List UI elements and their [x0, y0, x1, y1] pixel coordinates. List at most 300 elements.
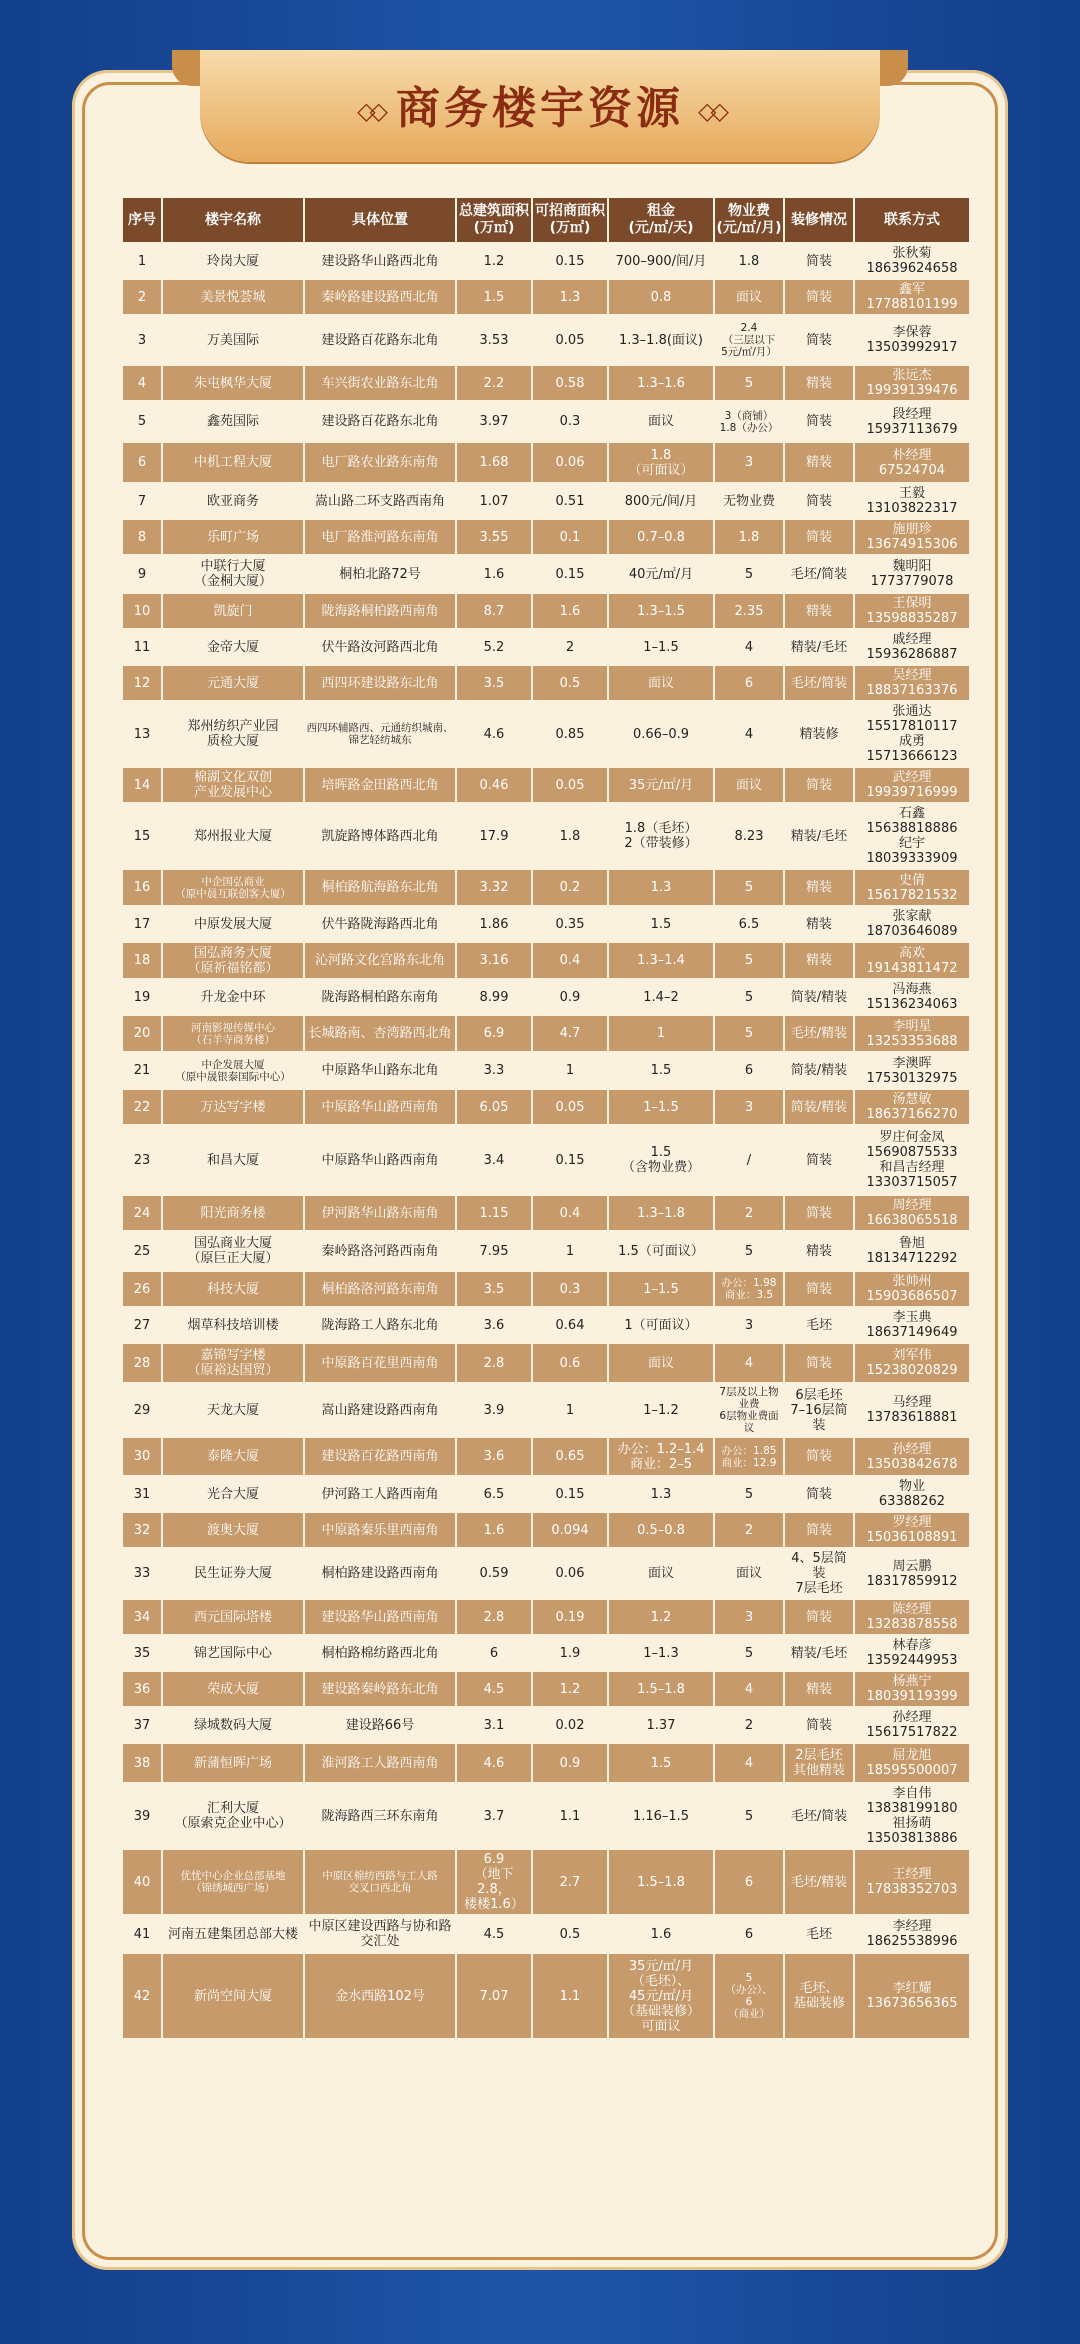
table-cell: 0.46 — [457, 768, 531, 802]
table-cell: 31 — [123, 1477, 161, 1511]
table-cell: 3.7 — [457, 1784, 531, 1848]
table-cell: 刘军伟 15238020829 — [855, 1344, 969, 1382]
table-cell: 绿城数码大厦 — [163, 1708, 303, 1742]
table-cell: 张远杰 19939139476 — [855, 366, 969, 400]
column-header: 总建筑面积 (万㎡) — [457, 198, 531, 242]
table-cell: 20 — [123, 1016, 161, 1051]
table-cell: 1.3–1.4 — [609, 943, 713, 978]
table-cell: 6 — [715, 1850, 783, 1914]
table-cell: 简装 — [785, 1708, 853, 1742]
table-cell: 6 — [457, 1636, 531, 1670]
table-cell: 32 — [123, 1513, 161, 1547]
table-cell: 6 — [715, 1053, 783, 1088]
table-cell: 12 — [123, 666, 161, 700]
table-cell: 办公：1.85 商业：12.9 — [715, 1438, 783, 1475]
table-cell: 李玉典 18637149649 — [855, 1308, 969, 1342]
table-cell: 中企发展大厦 （原中晟银泰国际中心） — [163, 1053, 303, 1088]
table-cell: 1–1.5 — [609, 1090, 713, 1124]
table-cell: 17 — [123, 907, 161, 941]
table-cell: 中原发展大厦 — [163, 907, 303, 941]
table-cell: 高欢 19143811472 — [855, 943, 969, 978]
table-cell: 0.6 — [533, 1344, 607, 1382]
table-cell: 22 — [123, 1090, 161, 1124]
table-cell: 简装 — [785, 1196, 853, 1230]
table-cell: 1.5–1.8 — [609, 1850, 713, 1914]
table-cell: 3 — [715, 1308, 783, 1342]
column-header: 装修情况 — [785, 198, 853, 242]
table-cell: 朱屯枫华大厦 — [163, 366, 303, 400]
table-cell: 0.05 — [533, 768, 607, 802]
table-cell: 精装修 — [785, 702, 853, 766]
table-cell: 4、5层简装 7层毛坯 — [785, 1549, 853, 1598]
table-cell: 李保蓉 13503992917 — [855, 316, 969, 364]
table-cell: 新尚空间大厦 — [163, 1954, 303, 2038]
table-cell: 11 — [123, 630, 161, 664]
table-cell: 2 — [715, 1513, 783, 1547]
table-cell: 吴经理 18837163376 — [855, 666, 969, 700]
table-cell: 0.5 — [533, 666, 607, 700]
table-cell: 简装 — [785, 1438, 853, 1475]
table-cell: 国弘商业大厦 （原巨正大厦） — [163, 1232, 303, 1270]
table-row — [123, 907, 969, 941]
table-cell: 0.15 — [533, 1477, 607, 1511]
table-cell: 21 — [123, 1053, 161, 1088]
table-cell: 0.35 — [533, 907, 607, 941]
table-cell: 3.1 — [457, 1708, 531, 1742]
table-cell: 武经理 19939716999 — [855, 768, 969, 802]
table-cell: 升龙金中环 — [163, 980, 303, 1014]
table-cell: 7.07 — [457, 1954, 531, 2038]
table-cell: 简装 — [785, 244, 853, 278]
table-row — [123, 1308, 969, 1342]
table-cell: 8 — [123, 520, 161, 554]
table-cell: 18 — [123, 943, 161, 978]
table-cell: 1 — [123, 244, 161, 278]
table-cell: 3.9 — [457, 1384, 531, 1436]
table-cell: 0.65 — [533, 1438, 607, 1475]
table-cell: 1.3 — [609, 1477, 713, 1511]
table-cell: 3 — [715, 1090, 783, 1124]
table-cell: 3.5 — [457, 1272, 531, 1306]
table-row — [123, 1708, 969, 1742]
table-cell: 2.35 — [715, 594, 783, 628]
table-cell: 孙经理 13503842678 — [855, 1438, 969, 1475]
table-cell: 0.9 — [533, 980, 607, 1014]
table-cell: 2 — [533, 630, 607, 664]
table-cell: 3.16 — [457, 943, 531, 978]
table-cell: 2.2 — [457, 366, 531, 400]
table-cell: 精装 — [785, 1672, 853, 1706]
table-cell: 嵩山路建设路西南角 — [305, 1384, 455, 1436]
table-cell: 2.7 — [533, 1850, 607, 1914]
table-cell: 6 — [123, 443, 161, 482]
table-cell: 1.6 — [609, 1916, 713, 1952]
table-cell: 0.7–0.8 — [609, 520, 713, 554]
table-cell: 长城路南、杏湾路西北角 — [305, 1016, 455, 1051]
table-cell: 中机工程大厦 — [163, 443, 303, 482]
table-cell: 5 — [715, 1636, 783, 1670]
table-cell: 5 — [715, 980, 783, 1014]
table-cell: 阳光商务楼 — [163, 1196, 303, 1230]
table-cell: 面议 — [715, 1549, 783, 1598]
table-cell: 毛坯、 基础装修 — [785, 1954, 853, 2038]
table-cell: 简装 — [785, 316, 853, 364]
diamond-left-icon: ◇◇ — [357, 97, 382, 125]
table-cell: 6.05 — [457, 1090, 531, 1124]
table-cell: 周经理 16638065518 — [855, 1196, 969, 1230]
table-cell: 沁河路文化宫路东北角 — [305, 943, 455, 978]
table-cell: 35元/㎡/月 — [609, 768, 713, 802]
table-cell: 精装 — [785, 366, 853, 400]
table-cell: 玲岗大厦 — [163, 244, 303, 278]
table-cell: 中原路华山路东北角 — [305, 1053, 455, 1088]
table-cell: 0.8 — [609, 280, 713, 314]
table-cell: 3.32 — [457, 870, 531, 905]
table-cell: 中原路百花里西南角 — [305, 1344, 455, 1382]
table-cell: 陇海路桐柏路西南角 — [305, 594, 455, 628]
table-cell: 面议 — [715, 280, 783, 314]
column-header: 序号 — [123, 198, 161, 242]
table-cell: 中原路秦乐里西南角 — [305, 1513, 455, 1547]
table-cell: 0.5 — [533, 1916, 607, 1952]
table-cell: 精装/毛坯 — [785, 1636, 853, 1670]
table-cell: 国弘商务大厦 （原祈福铭都） — [163, 943, 303, 978]
table-row — [123, 1053, 969, 1088]
table-cell: 4.7 — [533, 1016, 607, 1051]
table-cell: 8.7 — [457, 594, 531, 628]
table-cell: 凯旋路博体路西北角 — [305, 804, 455, 868]
table-cell: 桐柏路棉纺路西北角 — [305, 1636, 455, 1670]
table-cell: 39 — [123, 1784, 161, 1848]
table-row — [123, 1016, 969, 1051]
table-cell: 1.6 — [457, 556, 531, 592]
table-cell: 1.2 — [457, 244, 531, 278]
table-row — [123, 1636, 969, 1670]
table-cell: 1.5 （含物业费） — [609, 1126, 713, 1194]
table-cell: 0.06 — [533, 1549, 607, 1598]
table-row — [123, 1954, 969, 2038]
table-row — [123, 1850, 969, 1914]
title-ribbon — [200, 50, 880, 162]
table-cell: 电厂路淮河路东南角 — [305, 520, 455, 554]
table-cell: 河南影视传媒中心 （石羊寺商务楼） — [163, 1016, 303, 1051]
table-cell: 1.1 — [533, 1784, 607, 1848]
table-cell: 陇海路工人路东北角 — [305, 1308, 455, 1342]
table-cell: 1.5（可面议） — [609, 1232, 713, 1270]
table-cell: 毛坯/精装 — [785, 1016, 853, 1051]
table-cell: 郑州报业大厦 — [163, 804, 303, 868]
table-cell: 戚经理 15936286887 — [855, 630, 969, 664]
table-cell: 光合大厦 — [163, 1477, 303, 1511]
table-cell: 36 — [123, 1672, 161, 1706]
table-cell: 3.3 — [457, 1053, 531, 1088]
table-cell: 朴经理 67524704 — [855, 443, 969, 482]
table-cell: 40 — [123, 1850, 161, 1914]
table-cell: / — [715, 1126, 783, 1194]
table-cell: 0.2 — [533, 870, 607, 905]
table-cell: 冯海燕 15136234063 — [855, 980, 969, 1014]
table-row — [123, 1672, 969, 1706]
table-cell: 3（商铺） 1.8（办公） — [715, 402, 783, 441]
table-cell: 张家献 18703646089 — [855, 907, 969, 941]
table-row — [123, 520, 969, 554]
table-cell: 4 — [715, 702, 783, 766]
table-cell: 汤慧敏 18637166270 — [855, 1090, 969, 1124]
table-row — [123, 943, 969, 978]
table-cell: 1.3–1.5 — [609, 594, 713, 628]
table-cell: 3.6 — [457, 1438, 531, 1475]
column-header: 具体位置 — [305, 198, 455, 242]
table-cell: 培晖路金田路西北角 — [305, 768, 455, 802]
table-cell: 0.58 — [533, 366, 607, 400]
table-cell: 张帅州 15903686507 — [855, 1272, 969, 1306]
table-cell: 李红耀 13673656365 — [855, 1954, 969, 2038]
table-cell: 新蒲恒晖广场 — [163, 1744, 303, 1782]
table-cell: 0.59 — [457, 1549, 531, 1598]
table-cell: 40元/㎡/月 — [609, 556, 713, 592]
table-cell: 5 — [715, 1784, 783, 1848]
table-cell: 秦岭路建设路西北角 — [305, 280, 455, 314]
table-cell: 鑫苑国际 — [163, 402, 303, 441]
table-cell: 0.15 — [533, 1126, 607, 1194]
table-cell: 10 — [123, 594, 161, 628]
table-cell: 精装 — [785, 943, 853, 978]
table-cell: 渡奥大厦 — [163, 1513, 303, 1547]
table-cell: 屈龙旭 18595500007 — [855, 1744, 969, 1782]
table-cell: 33 — [123, 1549, 161, 1598]
table-cell: 精装 — [785, 594, 853, 628]
table-cell: 0.4 — [533, 943, 607, 978]
table-cell: 3.97 — [457, 402, 531, 441]
table-cell: 1 — [609, 1016, 713, 1051]
table-header-row — [123, 198, 969, 242]
table-row — [123, 1600, 969, 1634]
table-cell: 4.6 — [457, 702, 531, 766]
table-cell: 1 — [533, 1053, 607, 1088]
table-cell: 简装 — [785, 1600, 853, 1634]
table-row — [123, 316, 969, 364]
table-row — [123, 1232, 969, 1270]
table-cell: 建设路秦岭路东北角 — [305, 1672, 455, 1706]
table-cell: 伏牛路陇海路西北角 — [305, 907, 455, 941]
table-cell: 6 — [715, 666, 783, 700]
table-cell: 伏牛路汝河路西北角 — [305, 630, 455, 664]
table-cell: 5 — [715, 1016, 783, 1051]
table-cell: 6.9 — [457, 1016, 531, 1051]
table-cell: 和昌大厦 — [163, 1126, 303, 1194]
table-cell: 秦岭路洛河路西南角 — [305, 1232, 455, 1270]
table-cell: 6层毛坯 7–16层简装 — [785, 1384, 853, 1436]
building-table — [121, 196, 971, 2040]
table-cell: 1.1 — [533, 1954, 607, 2038]
table-cell: 陇海路桐柏路东南角 — [305, 980, 455, 1014]
table-cell: 6.5 — [457, 1477, 531, 1511]
table-cell: 5 — [715, 870, 783, 905]
table-cell: 0.094 — [533, 1513, 607, 1547]
table-cell: 元通大厦 — [163, 666, 303, 700]
table-cell: 天龙大厦 — [163, 1384, 303, 1436]
table-cell: 1.3–1.6 — [609, 366, 713, 400]
table-cell: 精装/毛坯 — [785, 630, 853, 664]
table-cell: 3.6 — [457, 1308, 531, 1342]
table-cell: 34 — [123, 1600, 161, 1634]
table-cell: 1.3 — [609, 870, 713, 905]
table-cell: 中原路华山路西南角 — [305, 1090, 455, 1124]
table-cell: 5 — [715, 1477, 783, 1511]
table-cell: 1.5–1.8 — [609, 1672, 713, 1706]
table-cell: 河南五建集团总部大楼 — [163, 1916, 303, 1952]
table-cell: 19 — [123, 980, 161, 1014]
table-cell: 1.5 — [609, 907, 713, 941]
table-cell: 物业 63388262 — [855, 1477, 969, 1511]
table-cell: 毛坯/精装 — [785, 1850, 853, 1914]
table-cell: 鑫军 17788101199 — [855, 280, 969, 314]
table-row — [123, 1196, 969, 1230]
table-cell: 700–900/间/月 — [609, 244, 713, 278]
table-cell: 李经理 18625538996 — [855, 1916, 969, 1952]
table-cell: 27 — [123, 1308, 161, 1342]
table-cell: 0.05 — [533, 316, 607, 364]
table-row — [123, 870, 969, 905]
table-cell: 0.02 — [533, 1708, 607, 1742]
table-cell: 0.5–0.8 — [609, 1513, 713, 1547]
table-row — [123, 1916, 969, 1952]
table-row — [123, 804, 969, 868]
table-cell: 面议 — [715, 768, 783, 802]
table-cell: 0.3 — [533, 402, 607, 441]
table-row — [123, 1744, 969, 1782]
table-row — [123, 402, 969, 441]
table-cell: 1.86 — [457, 907, 531, 941]
table-cell: 0.1 — [533, 520, 607, 554]
table-cell: 3 — [715, 1600, 783, 1634]
table-row — [123, 280, 969, 314]
table-cell: 6.9 （地下2.8， 楼楼1.6） — [457, 1850, 531, 1914]
table-cell: 简装 — [785, 520, 853, 554]
table-cell: 段经理 15937113679 — [855, 402, 969, 441]
table-cell: 林春彦 13592449953 — [855, 1636, 969, 1670]
table-row — [123, 1784, 969, 1848]
table-cell: 15 — [123, 804, 161, 868]
table-row — [123, 666, 969, 700]
table-cell: 简装 — [785, 1344, 853, 1382]
table-cell: 0.19 — [533, 1600, 607, 1634]
table-row — [123, 1549, 969, 1598]
table-cell: 西四环建设路东北角 — [305, 666, 455, 700]
table-cell: 陇海路西三环东南角 — [305, 1784, 455, 1848]
table-cell: 建设路百花路东北角 — [305, 402, 455, 441]
table-cell: 精装 — [785, 443, 853, 482]
table-cell: 简装 — [785, 1513, 853, 1547]
table-cell: 罗经理 15036108891 — [855, 1513, 969, 1547]
table-cell: 1–1.3 — [609, 1636, 713, 1670]
table-cell: 9 — [123, 556, 161, 592]
table-cell: 1.5 — [457, 280, 531, 314]
table-cell: 0.05 — [533, 1090, 607, 1124]
table-cell: 毛坯/简装 — [785, 666, 853, 700]
table-cell: 1.6 — [457, 1513, 531, 1547]
table-row — [123, 1438, 969, 1475]
table-cell: 1 — [533, 1384, 607, 1436]
table-cell: 6 — [715, 1916, 783, 1952]
table-cell: 鲁旭 18134712292 — [855, 1232, 969, 1270]
table-cell: 乐町广场 — [163, 520, 303, 554]
table-cell: 凯旋门 — [163, 594, 303, 628]
table-cell: 精装 — [785, 870, 853, 905]
table-cell: 8.23 — [715, 804, 783, 868]
table-cell: 王毅 13103822317 — [855, 484, 969, 518]
table-cell: 精装 — [785, 907, 853, 941]
table-cell: 4 — [715, 1344, 783, 1382]
table-cell: 金帝大厦 — [163, 630, 303, 664]
table-cell: 0.85 — [533, 702, 607, 766]
table-cell: 万美国际 — [163, 316, 303, 364]
table-cell: 2.8 — [457, 1344, 531, 1382]
table-cell: 0.06 — [533, 443, 607, 482]
table-cell: 简装 — [785, 1126, 853, 1194]
table-cell: 锦艺国际中心 — [163, 1636, 303, 1670]
table-cell: 陈经理 13283878558 — [855, 1600, 969, 1634]
table-cell: 16 — [123, 870, 161, 905]
table-cell: 李澳晖 17530132975 — [855, 1053, 969, 1088]
table-cell: 烟草科技培训楼 — [163, 1308, 303, 1342]
table-cell: 罗庄何金凤 15690875533 和昌吉经理 13303715057 — [855, 1126, 969, 1194]
table-cell: 2 — [715, 1196, 783, 1230]
table-cell: 建设路华山路西北角 — [305, 244, 455, 278]
table-cell: 5 — [715, 556, 783, 592]
table-cell: 办公：1.98 商业：3.5 — [715, 1272, 783, 1306]
table-cell: 0.51 — [533, 484, 607, 518]
table-row — [123, 1513, 969, 1547]
table-cell: 0.9 — [533, 1744, 607, 1782]
table-cell: 7.95 — [457, 1232, 531, 1270]
table-row — [123, 484, 969, 518]
table-cell: 4 — [715, 1744, 783, 1782]
table-cell: 面议 — [609, 402, 713, 441]
table-cell: 车兴街农业路东北角 — [305, 366, 455, 400]
table-cell: 面议 — [609, 1344, 713, 1382]
table-cell: 1.3–1.8 — [609, 1196, 713, 1230]
table-row — [123, 1272, 969, 1306]
table-cell: 荣成大厦 — [163, 1672, 303, 1706]
table-cell: 42 — [123, 1954, 161, 2038]
table-cell: 毛坯 — [785, 1916, 853, 1952]
table-cell: 张通达 15517810117 成勇 15713666123 — [855, 702, 969, 766]
table-cell: 精装 — [785, 1232, 853, 1270]
table-cell: 淮河路工人路西南角 — [305, 1744, 455, 1782]
table-cell: 简装 — [785, 768, 853, 802]
table-cell: 金水西路102号 — [305, 1954, 455, 2038]
table-cell: 4 — [715, 1672, 783, 1706]
table-cell: 35 — [123, 1636, 161, 1670]
table-cell: 1.8 — [533, 804, 607, 868]
table-cell: 28 — [123, 1344, 161, 1382]
table-cell: 1.2 — [609, 1600, 713, 1634]
table-cell: 无物业费 — [715, 484, 783, 518]
table-cell: 周云鹏 18317859912 — [855, 1549, 969, 1598]
table-cell: 29 — [123, 1384, 161, 1436]
table-cell: 简装 — [785, 484, 853, 518]
table-cell: 简装 — [785, 1272, 853, 1306]
table-cell: 5 （办公）、 6 （商业） — [715, 1954, 783, 2038]
table-cell: 毛坯/简装 — [785, 1784, 853, 1848]
table-cell: 建设路百花路东北角 — [305, 316, 455, 364]
table-cell: 1.37 — [609, 1708, 713, 1742]
table-cell: 0.64 — [533, 1308, 607, 1342]
table-cell: 3 — [715, 443, 783, 482]
table-cell: 13 — [123, 702, 161, 766]
table-cell: 5 — [715, 1232, 783, 1270]
